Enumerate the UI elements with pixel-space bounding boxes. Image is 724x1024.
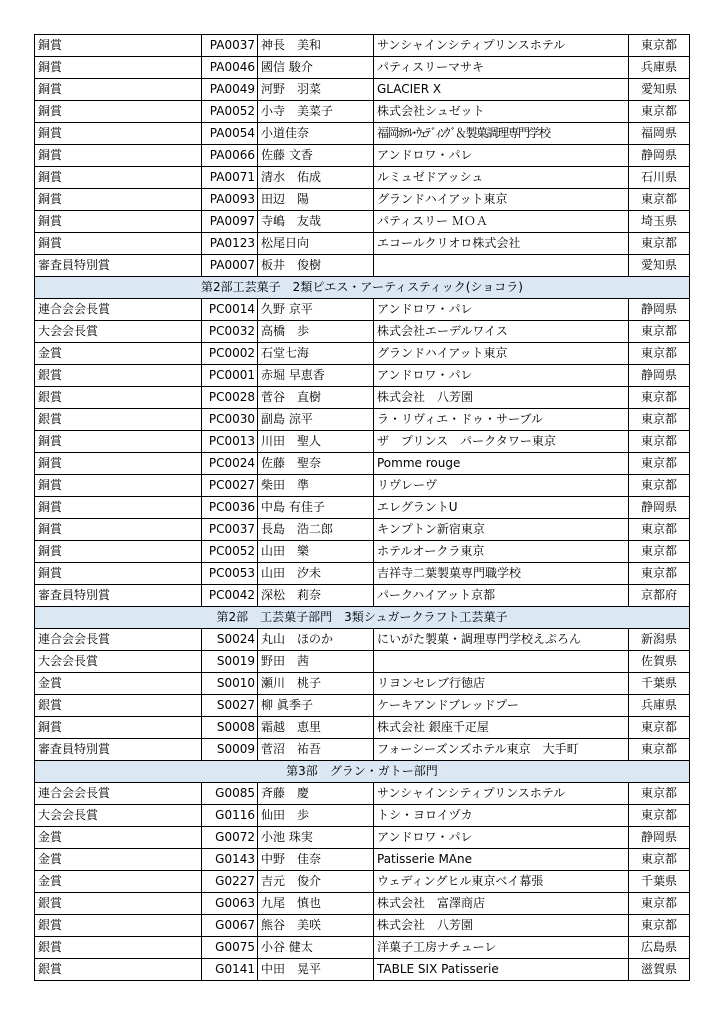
affiliation-cell: パティスリーマサキ bbox=[374, 57, 629, 79]
entry-code-cell: S0009 bbox=[202, 739, 258, 761]
award-cell: 審査員特別賞 bbox=[35, 739, 202, 761]
table-row bbox=[35, 717, 690, 739]
prefecture-cell: 京都府 bbox=[629, 585, 690, 607]
name-cell: 吉元 俊介 bbox=[258, 871, 374, 893]
name-cell: 板井 俊樹 bbox=[258, 255, 374, 277]
entry-code-cell: S0010 bbox=[202, 673, 258, 695]
affiliation-cell: ラ・リヴィエ・ドゥ・サーブル bbox=[374, 409, 629, 431]
name-cell: 副島 涼平 bbox=[258, 409, 374, 431]
award-cell: 銅賞 bbox=[35, 541, 202, 563]
table-row bbox=[35, 519, 690, 541]
table-row bbox=[35, 189, 690, 211]
entry-code-cell: PC0032 bbox=[202, 321, 258, 343]
award-cell: 連合会会長賞 bbox=[35, 783, 202, 805]
section-title: 第2部工芸菓子 2類ピエス・アーティスティック(ショコラ) bbox=[35, 277, 690, 299]
award-cell: 銅賞 bbox=[35, 431, 202, 453]
affiliation-cell: 株式会社エーデルワイス bbox=[374, 321, 629, 343]
affiliation-cell: ザ プリンス パークタワー東京 bbox=[374, 431, 629, 453]
prefecture-cell: 佐賀県 bbox=[629, 651, 690, 673]
prefecture-cell: 東京都 bbox=[629, 189, 690, 211]
affiliation-cell: パークハイアット京都 bbox=[374, 585, 629, 607]
entry-code-cell: PA0037 bbox=[202, 35, 258, 57]
affiliation-cell: アンドロワ・パレ bbox=[374, 299, 629, 321]
name-cell: 川田 聖人 bbox=[258, 431, 374, 453]
name-cell: 柳 眞季子 bbox=[258, 695, 374, 717]
award-cell: 銅賞 bbox=[35, 35, 202, 57]
affiliation-cell: エコールクリオロ株式会社 bbox=[374, 233, 629, 255]
affiliation-cell: リヴレーヴ bbox=[374, 475, 629, 497]
entry-code-cell: G0141 bbox=[202, 959, 258, 981]
name-cell: 中田 晃平 bbox=[258, 959, 374, 981]
entry-code-cell: G0085 bbox=[202, 783, 258, 805]
section-header-row bbox=[35, 277, 690, 299]
table-row bbox=[35, 145, 690, 167]
table-row bbox=[35, 431, 690, 453]
prefecture-cell: 静岡県 bbox=[629, 497, 690, 519]
affiliation-cell: Pomme rouge bbox=[374, 453, 629, 475]
prefecture-cell: 静岡県 bbox=[629, 299, 690, 321]
entry-code-cell: PA0052 bbox=[202, 101, 258, 123]
entry-code-cell: PC0002 bbox=[202, 343, 258, 365]
affiliation-cell: 株式会社 八芳園 bbox=[374, 915, 629, 937]
award-cell: 審査員特別賞 bbox=[35, 255, 202, 277]
name-cell: 清水 佑成 bbox=[258, 167, 374, 189]
prefecture-cell: 東京都 bbox=[629, 475, 690, 497]
prefecture-cell: 愛知県 bbox=[629, 255, 690, 277]
prefecture-cell: 東京都 bbox=[629, 563, 690, 585]
table-row bbox=[35, 57, 690, 79]
name-cell: 國信 駿介 bbox=[258, 57, 374, 79]
award-cell: 銀賞 bbox=[35, 695, 202, 717]
section-header-row bbox=[35, 761, 690, 783]
affiliation-cell: 株式会社シュゼット bbox=[374, 101, 629, 123]
prefecture-cell: 東京都 bbox=[629, 893, 690, 915]
section-title: 第3部 グラン・ガトー部門 bbox=[35, 761, 690, 783]
award-cell: 審査員特別賞 bbox=[35, 585, 202, 607]
prefecture-cell: 愛知県 bbox=[629, 79, 690, 101]
affiliation-cell: 福岡ﾎﾃﾙ･ｳｪﾃﾞｨﾝｸﾞ＆製菓調理専門学校 bbox=[374, 123, 629, 145]
prefecture-cell: 東京都 bbox=[629, 783, 690, 805]
affiliation-cell: 洋菓子工房ナチューレ bbox=[374, 937, 629, 959]
affiliation-cell: TABLE SIX Patisserie bbox=[374, 959, 629, 981]
prefecture-cell: 東京都 bbox=[629, 233, 690, 255]
prefecture-cell: 東京都 bbox=[629, 541, 690, 563]
entry-code-cell: PA0054 bbox=[202, 123, 258, 145]
affiliation-cell: ウェディングヒル東京ベイ幕張 bbox=[374, 871, 629, 893]
award-cell: 銀賞 bbox=[35, 893, 202, 915]
prefecture-cell: 東京都 bbox=[629, 717, 690, 739]
entry-code-cell: G0227 bbox=[202, 871, 258, 893]
name-cell: 田辺 陽 bbox=[258, 189, 374, 211]
entry-code-cell: PC0027 bbox=[202, 475, 258, 497]
table-row bbox=[35, 453, 690, 475]
affiliation-cell: トシ・ヨロイヅカ bbox=[374, 805, 629, 827]
award-cell: 金賞 bbox=[35, 849, 202, 871]
entry-code-cell: PA0071 bbox=[202, 167, 258, 189]
award-cell: 銅賞 bbox=[35, 57, 202, 79]
table-row bbox=[35, 893, 690, 915]
affiliation-cell bbox=[374, 651, 629, 673]
section-title: 第2部 工芸菓子部門 3類シュガークラフト工芸菓子 bbox=[35, 607, 690, 629]
table-row bbox=[35, 79, 690, 101]
name-cell: 中野 佳奈 bbox=[258, 849, 374, 871]
prefecture-cell: 福岡県 bbox=[629, 123, 690, 145]
prefecture-cell: 東京都 bbox=[629, 387, 690, 409]
award-cell: 銅賞 bbox=[35, 123, 202, 145]
table-row bbox=[35, 35, 690, 57]
name-cell: 九尾 慎也 bbox=[258, 893, 374, 915]
entry-code-cell: G0063 bbox=[202, 893, 258, 915]
table-row bbox=[35, 871, 690, 893]
award-cell: 銅賞 bbox=[35, 101, 202, 123]
affiliation-cell: キンプトン新宿東京 bbox=[374, 519, 629, 541]
table-row bbox=[35, 585, 690, 607]
prefecture-cell: 静岡県 bbox=[629, 827, 690, 849]
entry-code-cell: G0116 bbox=[202, 805, 258, 827]
table-row bbox=[35, 739, 690, 761]
entry-code-cell: PC0028 bbox=[202, 387, 258, 409]
entry-code-cell: PC0053 bbox=[202, 563, 258, 585]
table-row bbox=[35, 497, 690, 519]
affiliation-cell: 吉祥寺二葉製菓専門職学校 bbox=[374, 563, 629, 585]
entry-code-cell: G0067 bbox=[202, 915, 258, 937]
name-cell: 佐藤 文香 bbox=[258, 145, 374, 167]
name-cell: 神長 美和 bbox=[258, 35, 374, 57]
name-cell: 長島 浩二郎 bbox=[258, 519, 374, 541]
award-cell: 金賞 bbox=[35, 343, 202, 365]
entry-code-cell: PC0001 bbox=[202, 365, 258, 387]
award-cell: 銅賞 bbox=[35, 211, 202, 233]
award-cell: 銅賞 bbox=[35, 563, 202, 585]
prefecture-cell: 石川県 bbox=[629, 167, 690, 189]
table-row bbox=[35, 629, 690, 651]
prefecture-cell: 東京都 bbox=[629, 35, 690, 57]
entry-code-cell: S0008 bbox=[202, 717, 258, 739]
table-row bbox=[35, 783, 690, 805]
award-cell: 連合会会長賞 bbox=[35, 629, 202, 651]
name-cell: 野田 茜 bbox=[258, 651, 374, 673]
affiliation-cell: エレグラントU bbox=[374, 497, 629, 519]
affiliation-cell: グランドハイアット東京 bbox=[374, 189, 629, 211]
affiliation-cell: サンシャインシティプリンスホテル bbox=[374, 783, 629, 805]
prefecture-cell: 東京都 bbox=[629, 453, 690, 475]
prefecture-cell: 千葉県 bbox=[629, 673, 690, 695]
affiliation-cell: リヨンセレブ行徳店 bbox=[374, 673, 629, 695]
name-cell: 小寺 美菜子 bbox=[258, 101, 374, 123]
entry-code-cell: PC0030 bbox=[202, 409, 258, 431]
prefecture-cell: 千葉県 bbox=[629, 871, 690, 893]
name-cell: 寺嶋 友哉 bbox=[258, 211, 374, 233]
name-cell: 菅谷 直樹 bbox=[258, 387, 374, 409]
table-row bbox=[35, 475, 690, 497]
table-row bbox=[35, 343, 690, 365]
award-cell: 銀賞 bbox=[35, 915, 202, 937]
table-row bbox=[35, 651, 690, 673]
prefecture-cell: 静岡県 bbox=[629, 365, 690, 387]
entry-code-cell: PC0014 bbox=[202, 299, 258, 321]
name-cell: 小道佳奈 bbox=[258, 123, 374, 145]
name-cell: 久野 京平 bbox=[258, 299, 374, 321]
table-row bbox=[35, 695, 690, 717]
entry-code-cell: PC0036 bbox=[202, 497, 258, 519]
table-row bbox=[35, 915, 690, 937]
table-row bbox=[35, 123, 690, 145]
table-row bbox=[35, 167, 690, 189]
prefecture-cell: 埼玉県 bbox=[629, 211, 690, 233]
entry-code-cell: S0024 bbox=[202, 629, 258, 651]
affiliation-cell: 株式会社 銀座千疋屋 bbox=[374, 717, 629, 739]
affiliation-cell: アンドロワ・パレ bbox=[374, 145, 629, 167]
name-cell: 斉藤 慶 bbox=[258, 783, 374, 805]
prefecture-cell: 東京都 bbox=[629, 409, 690, 431]
prefecture-cell: 東京都 bbox=[629, 739, 690, 761]
affiliation-cell: ケーキアンドブレッドプー bbox=[374, 695, 629, 717]
name-cell: 赤堀 早恵香 bbox=[258, 365, 374, 387]
entry-code-cell: PA0049 bbox=[202, 79, 258, 101]
table-row bbox=[35, 409, 690, 431]
prefecture-cell: 東京都 bbox=[629, 321, 690, 343]
affiliation-cell: ホテルオークラ東京 bbox=[374, 541, 629, 563]
entry-code-cell: PA0007 bbox=[202, 255, 258, 277]
results-table bbox=[34, 34, 690, 981]
award-cell: 金賞 bbox=[35, 871, 202, 893]
award-cell: 金賞 bbox=[35, 673, 202, 695]
name-cell: 石堂七海 bbox=[258, 343, 374, 365]
award-cell: 銅賞 bbox=[35, 145, 202, 167]
entry-code-cell: PA0093 bbox=[202, 189, 258, 211]
name-cell: 瀬川 桃子 bbox=[258, 673, 374, 695]
name-cell: 山田 樂 bbox=[258, 541, 374, 563]
prefecture-cell: 東京都 bbox=[629, 849, 690, 871]
award-cell: 銅賞 bbox=[35, 233, 202, 255]
affiliation-cell: Patisserie MAne bbox=[374, 849, 629, 871]
entry-code-cell: PC0037 bbox=[202, 519, 258, 541]
prefecture-cell: 滋賀県 bbox=[629, 959, 690, 981]
table-row bbox=[35, 937, 690, 959]
affiliation-cell: ルミュゼドアッシュ bbox=[374, 167, 629, 189]
name-cell: 霜越 恵里 bbox=[258, 717, 374, 739]
prefecture-cell: 東京都 bbox=[629, 343, 690, 365]
name-cell: 深松 莉奈 bbox=[258, 585, 374, 607]
entry-code-cell: PA0123 bbox=[202, 233, 258, 255]
entry-code-cell: G0075 bbox=[202, 937, 258, 959]
name-cell: 松尾日向 bbox=[258, 233, 374, 255]
prefecture-cell: 東京都 bbox=[629, 431, 690, 453]
award-cell: 銀賞 bbox=[35, 959, 202, 981]
name-cell: 小谷 健太 bbox=[258, 937, 374, 959]
award-cell: 銅賞 bbox=[35, 717, 202, 739]
entry-code-cell: PC0042 bbox=[202, 585, 258, 607]
table-row bbox=[35, 673, 690, 695]
name-cell: 河野 羽菜 bbox=[258, 79, 374, 101]
affiliation-cell: パティスリー ＭＯＡ bbox=[374, 211, 629, 233]
table-row bbox=[35, 849, 690, 871]
affiliation-cell: 株式会社 八芳園 bbox=[374, 387, 629, 409]
affiliation-cell: サンシャインシティプリンスホテル bbox=[374, 35, 629, 57]
prefecture-cell: 東京都 bbox=[629, 915, 690, 937]
table-row bbox=[35, 387, 690, 409]
award-cell: 大会会長賞 bbox=[35, 651, 202, 673]
award-cell: 大会会長賞 bbox=[35, 321, 202, 343]
name-cell: 熊谷 美咲 bbox=[258, 915, 374, 937]
affiliation-cell: にいがた製菓・調理専門学校えぷろん bbox=[374, 629, 629, 651]
entry-code-cell: G0072 bbox=[202, 827, 258, 849]
award-cell: 銀賞 bbox=[35, 387, 202, 409]
name-cell: 小池 珠実 bbox=[258, 827, 374, 849]
affiliation-cell: フォーシーズンズホテル東京 大手町 bbox=[374, 739, 629, 761]
name-cell: 仙田 歩 bbox=[258, 805, 374, 827]
entry-code-cell: PC0052 bbox=[202, 541, 258, 563]
table-row bbox=[35, 563, 690, 585]
name-cell: 菅沼 祐吾 bbox=[258, 739, 374, 761]
table-row bbox=[35, 827, 690, 849]
prefecture-cell: 兵庫県 bbox=[629, 695, 690, 717]
entry-code-cell: G0143 bbox=[202, 849, 258, 871]
prefecture-cell: 東京都 bbox=[629, 101, 690, 123]
prefecture-cell: 東京都 bbox=[629, 519, 690, 541]
table-row bbox=[35, 299, 690, 321]
entry-code-cell: S0027 bbox=[202, 695, 258, 717]
award-cell: 銅賞 bbox=[35, 79, 202, 101]
table-row bbox=[35, 233, 690, 255]
name-cell: 中島 有佳子 bbox=[258, 497, 374, 519]
table-row bbox=[35, 805, 690, 827]
name-cell: 山田 汐未 bbox=[258, 563, 374, 585]
entry-code-cell: PC0013 bbox=[202, 431, 258, 453]
affiliation-cell: 株式会社 富澤商店 bbox=[374, 893, 629, 915]
table-row bbox=[35, 101, 690, 123]
entry-code-cell: PA0097 bbox=[202, 211, 258, 233]
prefecture-cell: 東京都 bbox=[629, 805, 690, 827]
table-row bbox=[35, 959, 690, 981]
table-row bbox=[35, 321, 690, 343]
prefecture-cell: 広島県 bbox=[629, 937, 690, 959]
affiliation-cell: GLACIER X bbox=[374, 79, 629, 101]
award-cell: 連合会会長賞 bbox=[35, 299, 202, 321]
prefecture-cell: 新潟県 bbox=[629, 629, 690, 651]
award-cell: 銀賞 bbox=[35, 409, 202, 431]
award-cell: 銀賞 bbox=[35, 365, 202, 387]
prefecture-cell: 静岡県 bbox=[629, 145, 690, 167]
entry-code-cell: S0019 bbox=[202, 651, 258, 673]
award-cell: 銅賞 bbox=[35, 189, 202, 211]
name-cell: 柴田 準 bbox=[258, 475, 374, 497]
table-row bbox=[35, 255, 690, 277]
name-cell: 佐藤 聖奈 bbox=[258, 453, 374, 475]
award-cell: 銀賞 bbox=[35, 937, 202, 959]
affiliation-cell: アンドロワ・パレ bbox=[374, 365, 629, 387]
table-row bbox=[35, 365, 690, 387]
award-cell: 金賞 bbox=[35, 827, 202, 849]
entry-code-cell: PA0046 bbox=[202, 57, 258, 79]
award-cell: 銅賞 bbox=[35, 519, 202, 541]
prefecture-cell: 兵庫県 bbox=[629, 57, 690, 79]
name-cell: 丸山 ほのか bbox=[258, 629, 374, 651]
name-cell: 高橋 歩 bbox=[258, 321, 374, 343]
affiliation-cell: アンドロワ・パレ bbox=[374, 827, 629, 849]
award-cell: 銅賞 bbox=[35, 453, 202, 475]
affiliation-cell bbox=[374, 255, 629, 277]
award-cell: 銅賞 bbox=[35, 497, 202, 519]
table-row bbox=[35, 211, 690, 233]
award-cell: 銅賞 bbox=[35, 167, 202, 189]
affiliation-cell: グランドハイアット東京 bbox=[374, 343, 629, 365]
award-cell: 銅賞 bbox=[35, 475, 202, 497]
section-header-row bbox=[35, 607, 690, 629]
entry-code-cell: PA0066 bbox=[202, 145, 258, 167]
table-row bbox=[35, 541, 690, 563]
award-cell: 大会会長賞 bbox=[35, 805, 202, 827]
entry-code-cell: PC0024 bbox=[202, 453, 258, 475]
